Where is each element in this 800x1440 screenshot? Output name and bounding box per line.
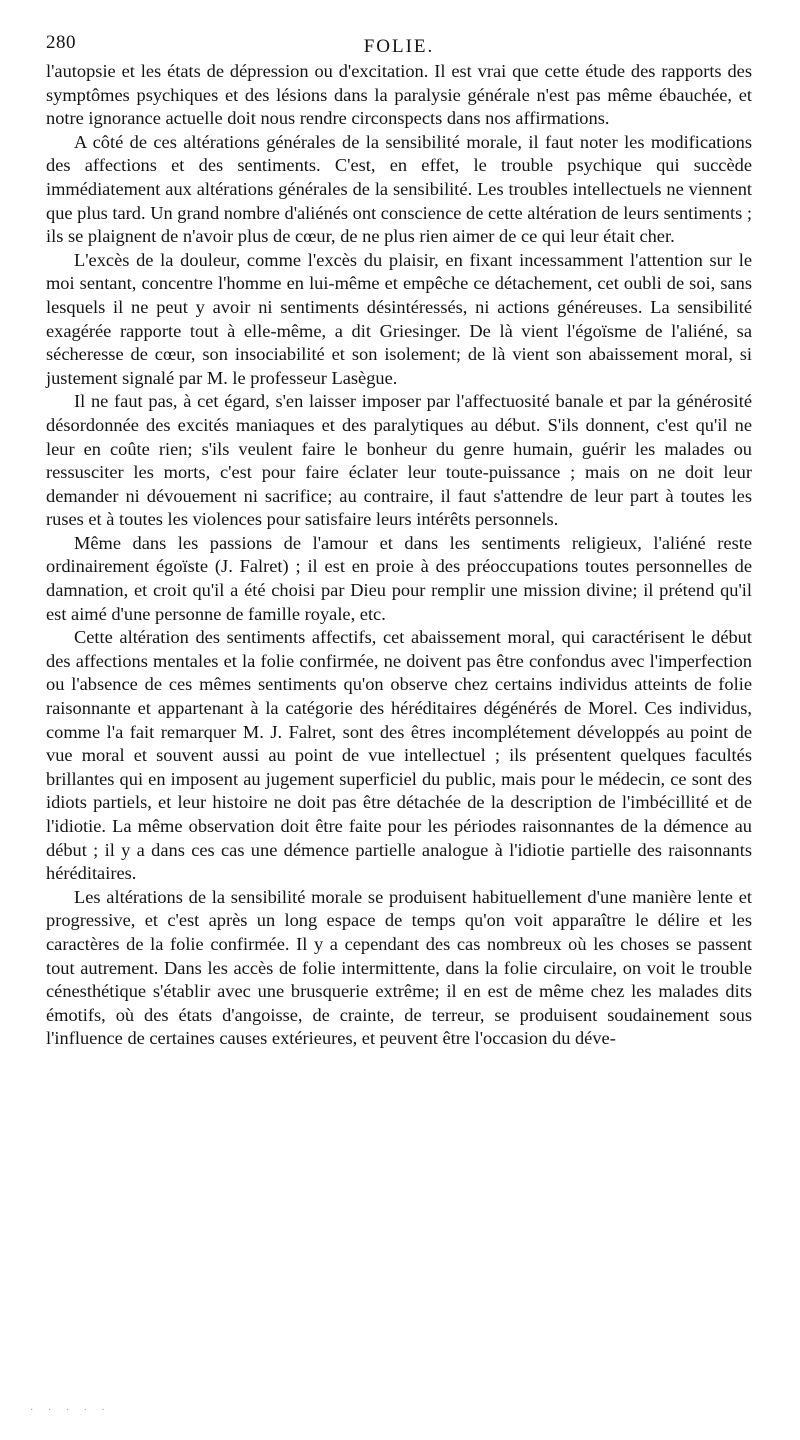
body-text — [46, 60, 752, 1051]
paragraph: Cette altération des sentiments affectifs, cet abaissement moral, qui caractérisent le début des affections mentales et la folie confirmée, ne doivent pas être confondus avec l'imperfection ou l'absence de ces mêmes sentiments qu'on observe chez certains individus atteints de folie raisonnante et appartenant à la catégorie des héréditaires dégénérés de Morel. Ces individus, comme l'a fait remarquer M. J. Falret, sont des êtres incomplétement développés au point de vue moral et souvent aussi au point de vue intellectuel ; ils présentent quelques facultés brillantes qui en imposent au jugement superficiel du public, mais pour le médecin, ce sont des idiots partiels, et leur histoire ne doit pas être détachée de la description de l'imbécillité et de l'idiotie. La même observation doit être faite pour les périodes raisonnantes de la démence au début ; il y a dans ces cas une démence partielle analogue à l'idiotie partielle des raisonnants héréditaires. — [46, 627, 752, 884]
scan-artifact-marks: · · · · · — [30, 1405, 111, 1416]
paragraph: L'excès de la douleur, comme l'excès du plaisir, en fixant incessamment l'attention sur le moi sentant, concentre l'homme en lui-même et empêche ce détachement, cet oubli de soi, sans lesquels il ne peut y avoir ni sentiments désintéressés, ni actions généreuses. La sensibilité exagérée rapporte tout à elle-même, a dit Griesinger. De là vient l'égoïsme de l'aliéné, sa sécheresse de cœur, son insociabilité et son isolement; de là vient son abaissement moral, si justement signalé par M. le professeur Lasègue. — [46, 249, 752, 388]
paragraph: Il ne faut pas, à cet égard, s'en laisser imposer par l'affectuosité banale et par la générosité désordonnée des excités maniaques et des paralytiques au début. S'ils donnent, c'est qu'il ne leur en coûte rien; s'ils veulent faire le bonheur du genre humain, guérir les malades ou ressusciter les morts, c'est pour faire éclater leur toute-puissance ; mais on ne doit leur demander ni dévouement ni sacrifice; au contraire, il faut s'attendre de leur part à toutes les ruses et à toutes les violences pour satisfaire leurs intérêts personnels. — [46, 391, 752, 530]
page-number: 280 — [46, 32, 76, 53]
running-head — [46, 22, 752, 60]
paragraph: l'autopsie et les états de dépression ou d'excitation. Il est vrai que cette étude des rapports des symptômes psychiques et des lésions dans la paralysie générale n'est pas même ébauchée, et notre ignorance actuelle doit nous rendre circonspects dans nos affirmations. — [46, 61, 752, 129]
paragraph: Même dans les passions de l'amour et dans les sentiments religieux, l'aliéné reste ordinairement égoïste (J. Falret) ; il est en proie à des préoccupations toutes personnelles de damnation, et croit qu'il a été choisi par Dieu pour remplir une mission divine; il prétend qu'il est aimé d'une personne de famille royale, etc. — [46, 532, 752, 624]
paragraph: A côté de ces altérations générales de la sensibilité morale, il faut noter les modifications des affections et des sentiments. C'est, en effet, le trouble psychique qui succède immédiatement aux altérations générales de la sensibilité. Les troubles intellectuels ne viennent que plus tard. Un grand nombre d'aliénés ont conscience de cette altération de leurs sentiments ; ils se plaignent de n'avoir plus de cœur, de ne plus rien aimer de ce qui leur était cher. — [46, 131, 753, 247]
running-title: FOLIE. — [363, 36, 435, 57]
paragraph: Les altérations de la sensibilité morale se produisent habituellement d'une manière lente et progressive, et c'est après un long espace de temps qu'on voit apparaître le délire et les caractères de la folie confirmée. Il y a cependant des cas nombreux où les choses se passent tout autrement. Dans les accès de folie intermittente, dans la folie circulaire, on voit le trouble cénesthétique s'établir avec une brusquerie extrême; il en est de même chez les malades dits émotifs, où des états d'angoisse, de crainte, de terreur, se produisent soudainement sous l'influence de certaines causes extérieures, et peuvent être l'occasion du déve- — [46, 886, 752, 1049]
